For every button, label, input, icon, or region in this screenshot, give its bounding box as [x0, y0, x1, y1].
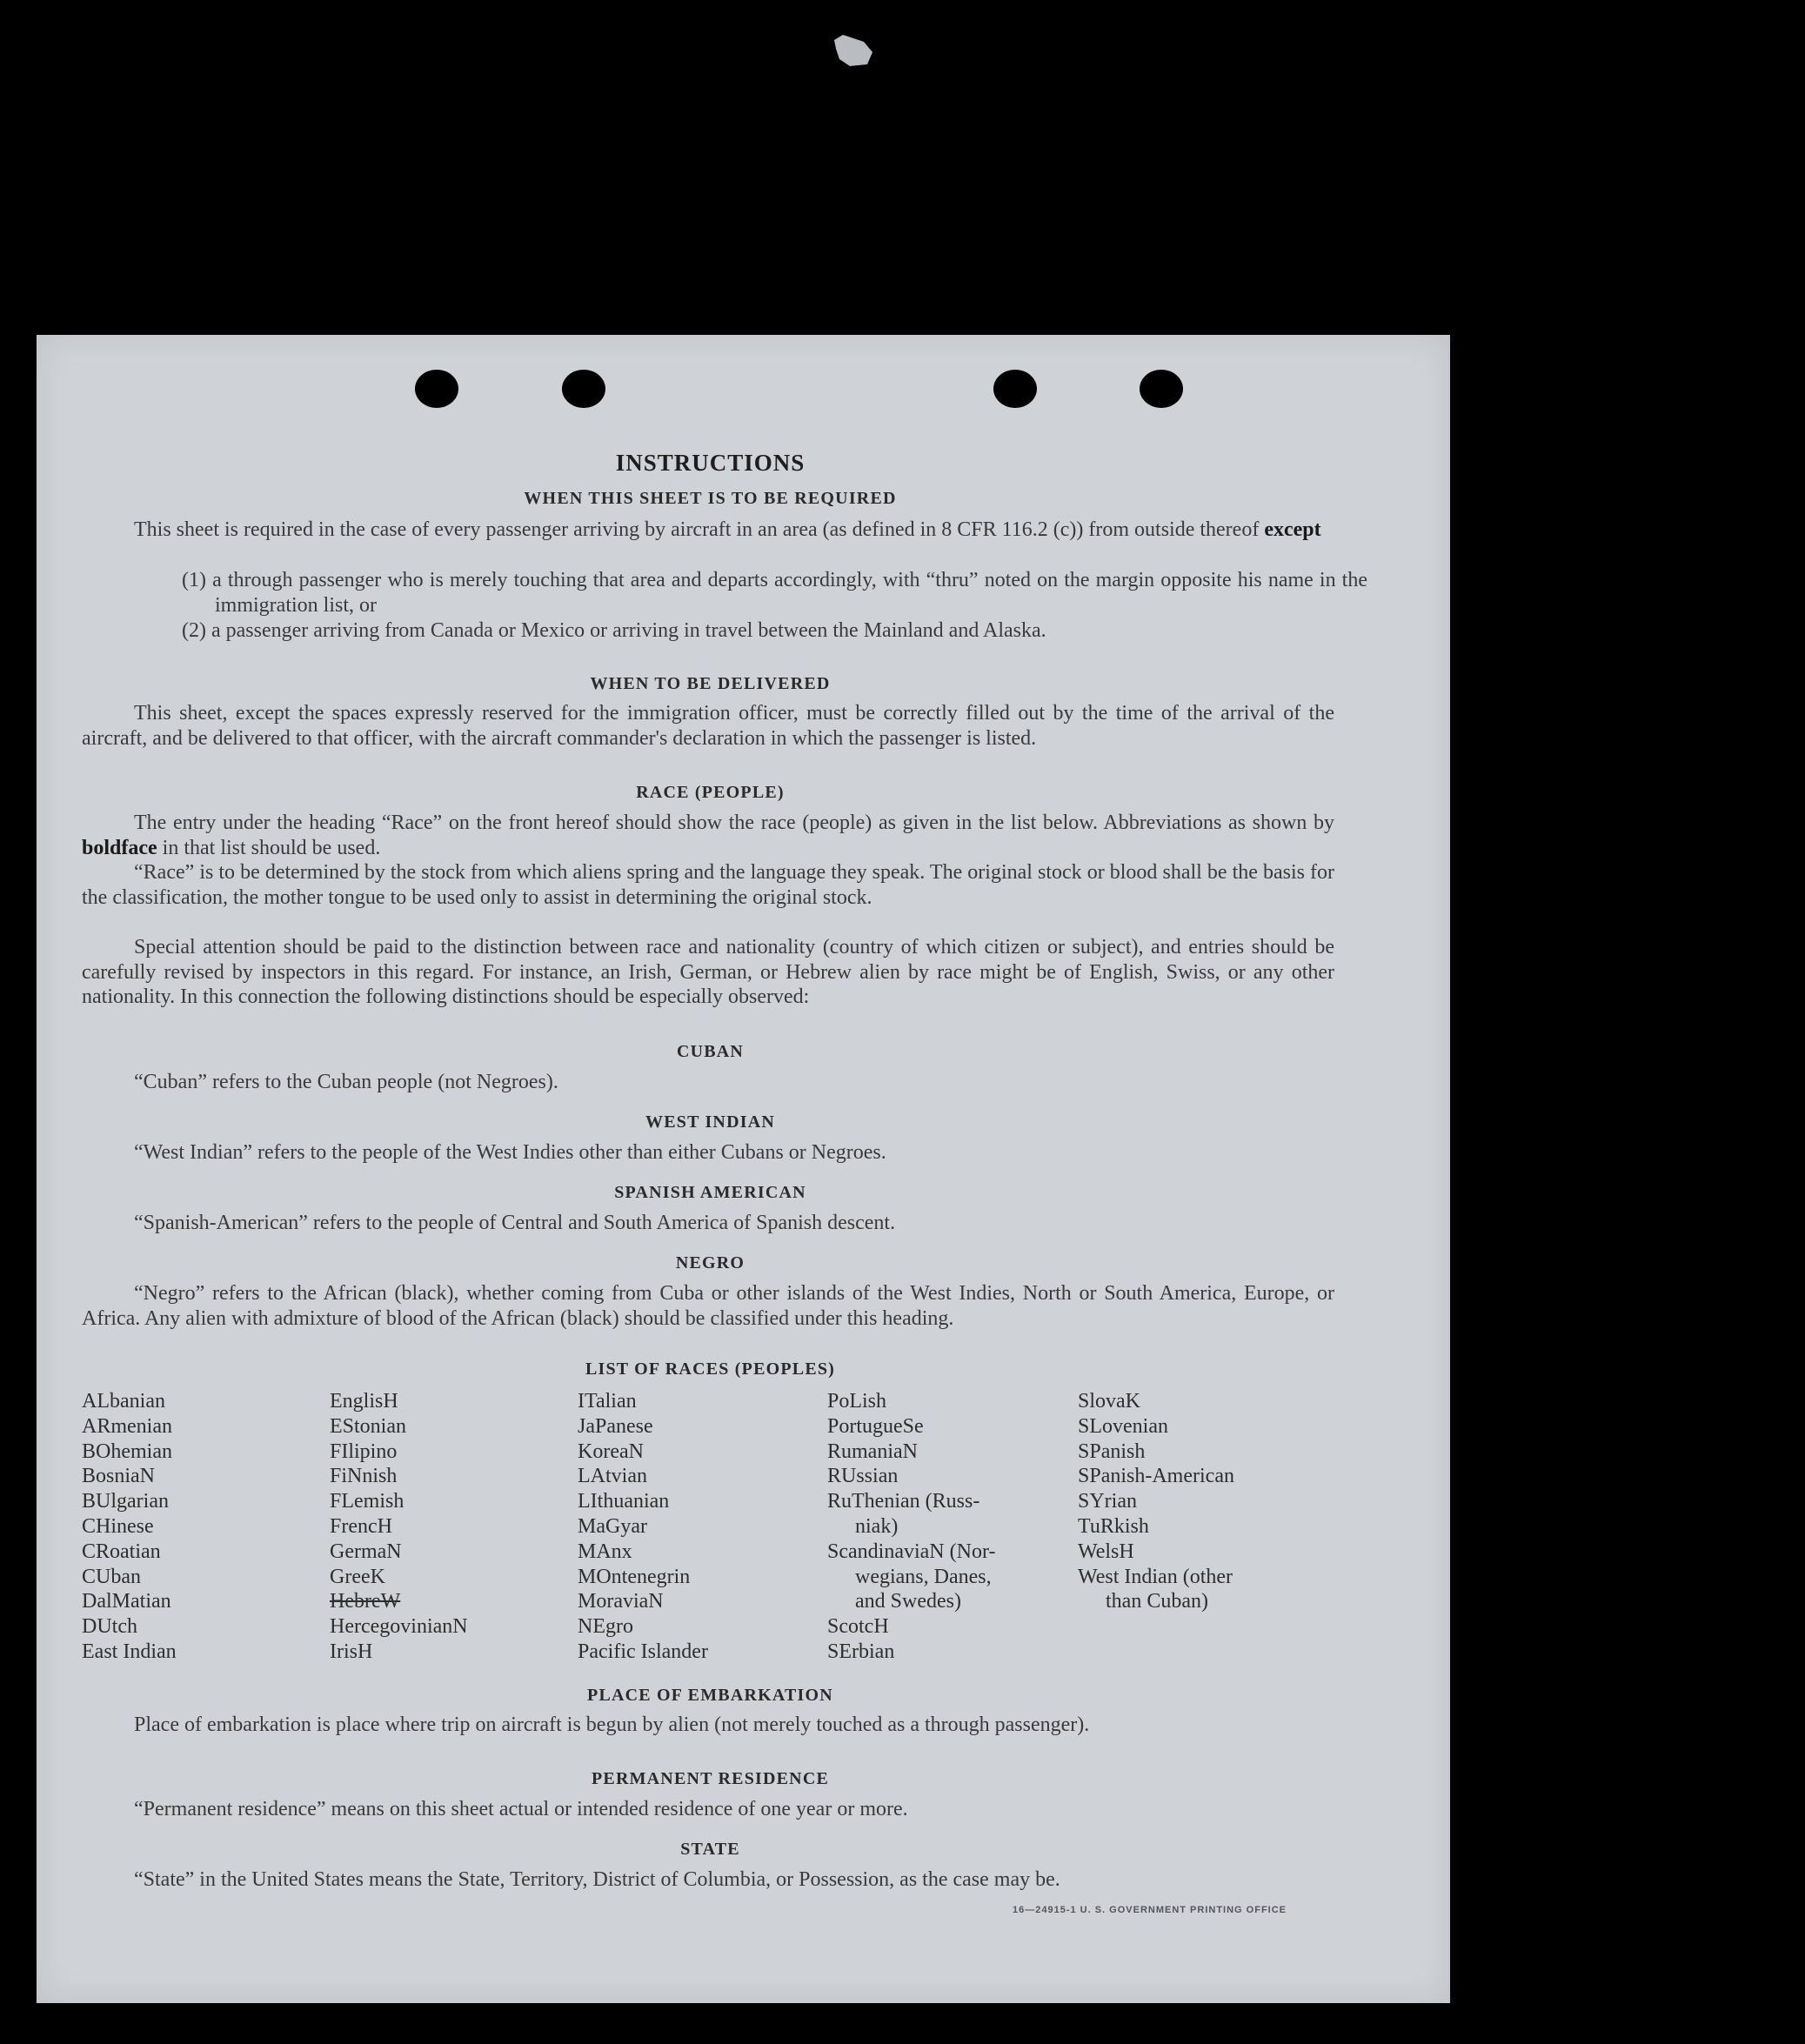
- race-item: SPanish-American: [1078, 1465, 1234, 1488]
- race-item: PortugueSe: [827, 1414, 924, 1438]
- race-item: TuRkish: [1078, 1514, 1149, 1538]
- when-delivered-text: This sheet, except the spaces expressly reserved for the immigration officer, must be correctly filled out by the time of the arrival of the aircraft, and be delivered to that officer, with the aircraft commander's declaration in which the passenger is listed.: [82, 702, 1334, 750]
- punch-hole: [562, 370, 605, 408]
- race-column-4: [827, 1389, 995, 1665]
- race-item: HercegovinianN: [330, 1615, 468, 1639]
- race-item: SPanish: [1078, 1439, 1146, 1463]
- race-item: CUban: [82, 1565, 141, 1588]
- paper-scrap: [831, 33, 874, 68]
- race-item: SYrian: [1078, 1490, 1137, 1513]
- instruction-sheet: [37, 335, 1450, 2003]
- race-item: ScotcH: [827, 1615, 889, 1639]
- race-p1-text: The entry under the heading “Race” on the front hereof should show the race (people) as given in the list below. Abbreviations as shown by: [134, 812, 1334, 834]
- race-item: ARmenian: [82, 1414, 172, 1438]
- race-item: MaGyar: [578, 1514, 647, 1538]
- race-column-3: [578, 1389, 708, 1665]
- page-title: INSTRUCTIONS: [615, 450, 806, 476]
- heading-permanent-residence: PERMANENT RESIDENCE: [591, 1769, 830, 1788]
- race-item: FIlipino: [330, 1439, 398, 1463]
- race-item: CRoatian: [82, 1540, 161, 1563]
- race-item: SLovenian: [1078, 1414, 1168, 1438]
- spanish-american-text: “Spanish-American” refers to the people of Central and South America of Spanish descent.: [134, 1212, 896, 1234]
- race-item: LIthuanian: [578, 1490, 670, 1513]
- race-item: CHinese: [82, 1514, 154, 1538]
- race-item-struck: HebreW: [330, 1590, 401, 1613]
- heading-when-delivered: WHEN TO BE DELIVERED: [590, 674, 831, 693]
- printer-imprint: 16—24915-1 U. S. GOVERNMENT PRINTING OFFICE: [1013, 1905, 1287, 1915]
- race-column-5: [1078, 1389, 1234, 1614]
- race-item: EnglisH: [330, 1390, 398, 1413]
- race-item: PoLish: [827, 1390, 887, 1413]
- race-item: East Indian: [82, 1640, 177, 1663]
- race-item: RumaniaN: [827, 1439, 918, 1463]
- race-item: NEgro: [578, 1615, 633, 1639]
- when-required-lead: [82, 518, 1334, 543]
- race-item: JaPanese: [578, 1414, 653, 1438]
- race-item: BosniaN: [82, 1465, 155, 1488]
- heading-embarkation: PLACE OF EMBARKATION: [587, 1686, 833, 1705]
- race-paragraph-3: Special attention should be paid to the distinction between race and nationality (country of which citizen or subject), and entries should be carefully revised by inspectors in this regard. For instance, an Irish, German, or Hebrew alien by race might be of English, Swiss, or any other nationality. In this connection the following distinctions should be especially observed:: [82, 936, 1334, 1008]
- punch-hole: [415, 370, 458, 408]
- heading-race: RACE (PEOPLE): [636, 783, 785, 802]
- race-item: ALbanian: [82, 1390, 165, 1413]
- embarkation-text: Place of embarkation is place where trip on aircraft is begun by alien (not merely touched as a through passenger).: [134, 1713, 1090, 1736]
- race-column-1: [82, 1389, 177, 1665]
- race-item: LAtvian: [578, 1465, 647, 1488]
- race-item: KoreaN: [578, 1439, 644, 1463]
- race-item: MOntenegrin: [578, 1565, 691, 1588]
- race-p1-end: in that list should be used.: [162, 836, 381, 859]
- race-item-continuation: wegians, Danes,: [855, 1565, 992, 1588]
- race-item: MAnx: [578, 1540, 632, 1563]
- exception-item-1: (1) a through passenger who is merely touching that area and departs accordingly, with “thru” noted on the margin opposite his name in the immigration list, or: [182, 569, 1367, 617]
- race-item: MoraviaN: [578, 1590, 664, 1613]
- race-item: BOhemian: [82, 1439, 172, 1463]
- heading-west-indian: WEST INDIAN: [645, 1112, 775, 1132]
- race-item: FiNnish: [330, 1465, 398, 1488]
- race-item: GermaN: [330, 1540, 402, 1563]
- heading-list-of-races: LIST OF RACES (PEOPLES): [585, 1359, 836, 1379]
- when-required-text: This sheet is required in the case of every passenger arriving by aircraft in an area (as defined in 8 CFR 116.2 (c)) from outside thereof: [134, 518, 1260, 541]
- race-item-continuation: niak): [855, 1514, 899, 1538]
- heading-negro: NEGRO: [675, 1253, 745, 1272]
- race-column-2: [330, 1389, 468, 1665]
- race-item: SlovaK: [1078, 1390, 1140, 1413]
- heading-cuban: CUBAN: [676, 1042, 745, 1061]
- residence-text: “Permanent residence” means on this sheet actual or intended residence of one year or more.: [134, 1798, 908, 1820]
- race-item: RuThenian (Russ-: [827, 1490, 980, 1513]
- punch-hole: [993, 370, 1037, 408]
- race-item: SErbian: [827, 1640, 895, 1663]
- race-item: Pacific Islander: [578, 1640, 708, 1663]
- race-paragraph-2: “Race” is to be determined by the stock from which aliens spring and the language they speak. The original stock or blood shall be the basis for the classification, the mother tongue to be used only to assist in determining the original stock.: [82, 861, 1334, 909]
- west-indian-text: “West Indian” refers to the people of the West Indies other than either Cubans or Negroes.: [134, 1141, 886, 1164]
- race-item: IrisH: [330, 1640, 373, 1663]
- race-item: GreeK: [330, 1565, 385, 1588]
- exception-item-2: (2) a passenger arriving from Canada or Mexico or arriving in travel between the Mainland and Alaska.: [182, 619, 1046, 642]
- except-word: except: [1264, 518, 1321, 541]
- race-item: FrencH: [330, 1514, 392, 1538]
- race-paragraph-1: [82, 811, 1334, 860]
- state-text: “State” in the United States means the State, Territory, District of Columbia, or Possession, as the case may be.: [134, 1868, 1060, 1891]
- heading-when-required: WHEN THIS SHEET IS TO BE REQUIRED: [524, 489, 897, 508]
- race-item: RUssian: [827, 1465, 899, 1488]
- race-item: DUtch: [82, 1615, 137, 1639]
- negro-text: “Negro” refers to the African (black), whether coming from Cuba or other islands of the West Indies, North or South America, Europe, or Africa. Any alien with admixture of blood of the African (black) should be classified under this heading.: [82, 1282, 1334, 1330]
- boldface-word: boldface: [82, 836, 157, 859]
- race-item: ITalian: [578, 1390, 637, 1413]
- race-item: ScandinaviaN (Nor-: [827, 1540, 996, 1563]
- race-item-continuation: and Swedes): [855, 1590, 961, 1613]
- cuban-text: “Cuban” refers to the Cuban people (not Negroes).: [134, 1071, 558, 1093]
- race-item: FLemish: [330, 1490, 404, 1513]
- race-item: DalMatian: [82, 1590, 171, 1613]
- heading-spanish-american: SPANISH AMERICAN: [614, 1183, 806, 1202]
- race-item: West Indian (other: [1078, 1565, 1233, 1588]
- race-item: BUlgarian: [82, 1490, 169, 1513]
- heading-state: STATE: [680, 1840, 740, 1859]
- race-item: EStonian: [330, 1414, 406, 1438]
- punch-hole: [1140, 370, 1183, 408]
- race-item: WelsH: [1078, 1540, 1134, 1563]
- race-item-continuation: than Cuban): [1106, 1590, 1208, 1613]
